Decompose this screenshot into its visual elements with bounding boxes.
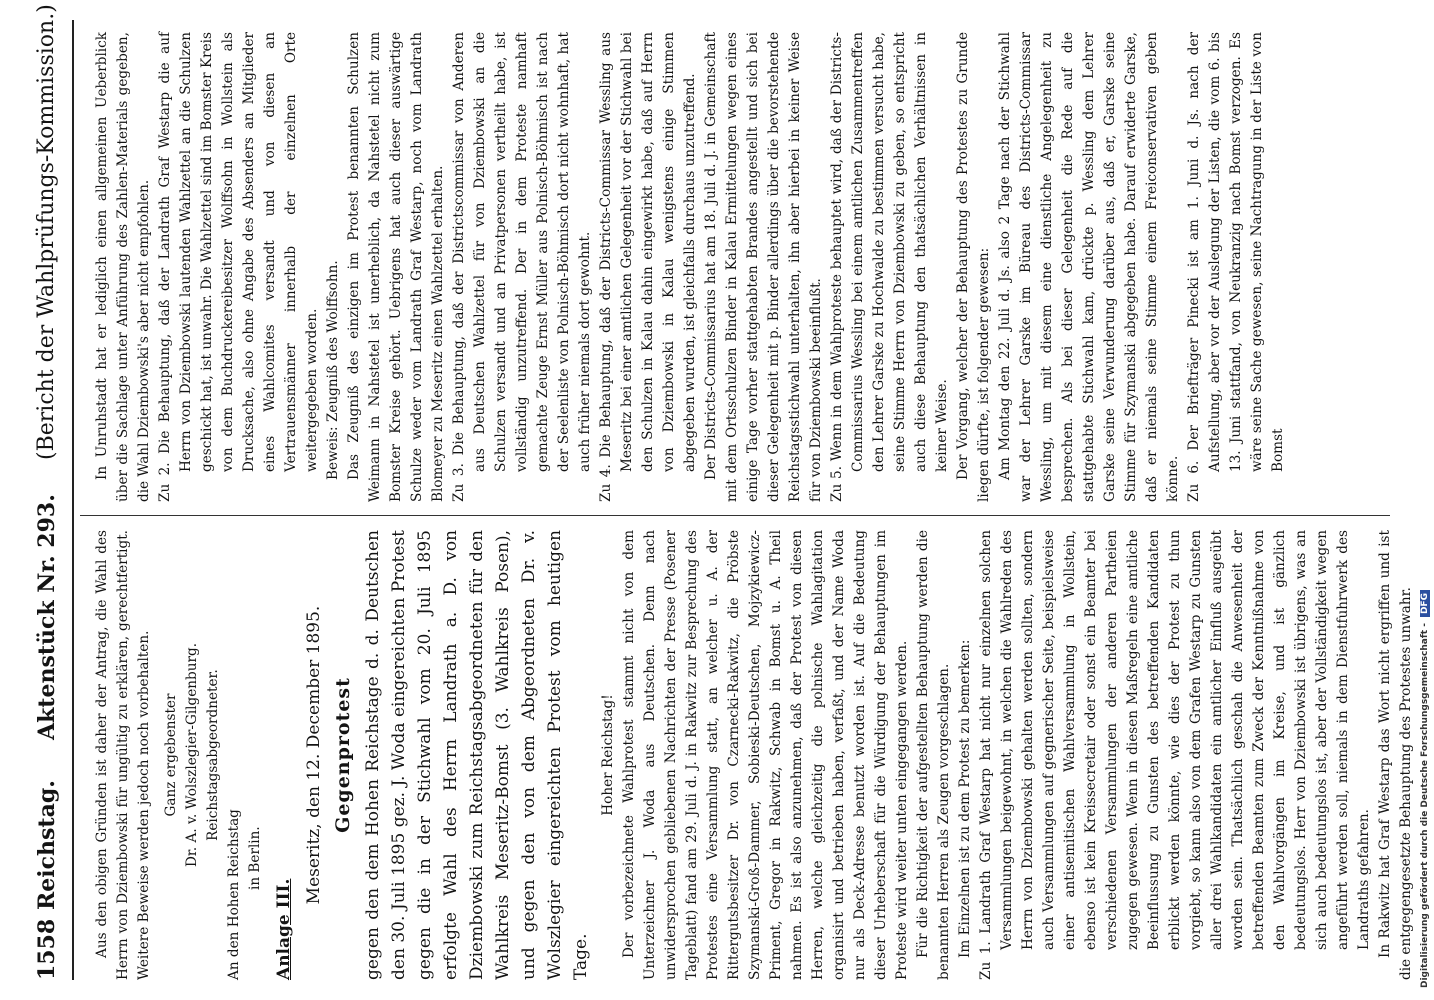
item-text: Wenn in dem Wahlproteste behauptet wird, daß der Districts-Commissarius Wessling bei einem amtlichen Zusammentreffen den Lehrer Garske zu Hochwalde zu bestimmen versucht habe, seine Stimme Herrn von Dziembowski zu geben, so entspricht auch diese Behauptung den thatsächlichen Verhältnissen in keiner Weise. — [829, 32, 950, 472]
digitization-note — [1420, 8, 1434, 988]
paragraph: Im Einzelnen ist zu dem Protest zu bemerken: — [957, 639, 973, 958]
header-bericht: (Bericht der Wahlprüfungs-Kommission.) — [34, 4, 59, 460]
section-title: Gegenprotest — [332, 677, 354, 833]
right-column — [92, 32, 1390, 502]
item-number: Zu 4. — [598, 464, 614, 502]
numbered-paragraph — [827, 32, 953, 502]
item-number: Zu 3. — [451, 463, 467, 502]
signer-role: Reichstagsabgeordneter. — [205, 669, 221, 841]
paragraph: Aus den obigen Gründen ist daher der Antrag, die Wahl des Herrn von Dziembowski für ungültig zu erklären, gerechtfertigt. Weitere Beweise werden jedoch noch vorbehalten. — [94, 530, 152, 980]
anlage-heading: Anlage III. — [274, 878, 294, 980]
intro-paragraph: gegen den dem Hohen Reichstage d. d. Deutschen den 30. Juli 1895 gez. J. Woda eingereichten Protest gegen die in der Stichwahl vom 20. Juli 1895 erfolgte Wahl des Herrn Landrath a. D. von Dziembowski zum Reichstagsabgeordneten für den Wahlkreis Meseritz-Bomst (3. Wahlkreis Posen), und gegen den von dem Abgeordneten Dr. v. Wolszlegier eingereichten Protest vom heutigen Tage. — [363, 530, 591, 980]
signer-name: Dr. A. v. Wolszlegier-Gilgenburg. — [184, 642, 200, 868]
numbered-paragraph — [449, 32, 596, 502]
paragraph: Der vorbezeichnete Wahlprotest stammt nicht von dem Unterzeichner J. Woda aus Deutschen. Denn nach unwidersprochen gebliebenen Nachrichten der Presse (Posener Tageblatt) fand am 29. Juli d. J. in Rakwitz zur Besprechung des Protestes eine Versammlung statt, an welcher u. A. der Rittergutsbesitzer Dr. von Czarnecki-Rakwitz, die Pröbste Szymanski-Groß-Dammer, Sobieski-Deutschen, Mojzykiewicz-Priment, Gregor in Rakwitz, Schwab in Bomst u. A. Theil nahmen. Es ist also anzunehmen, daß der Protest von diesen Herren, welche gleichzeitig die polnische Wahlagitation organisirt und betrieben haben, verfaßt, und der Name Woda nur als Deck-Adresse benutzt worden ist. Auf die Bedeutung dieser Urheberschaft für die Würdigung der Behauptungen im Proteste wird weiter unten eingegangen werden. — [621, 530, 910, 980]
column-divider — [80, 515, 1390, 516]
numbered-paragraph — [596, 32, 701, 502]
page-number: 1558 — [34, 918, 60, 980]
paragraph: Für die Richtigkeit der aufgestellten Behauptung werden die benannten Herren als Zeugen vorgeschlagen. — [915, 530, 952, 980]
page-header — [30, 4, 70, 980]
numbered-paragraph — [976, 530, 1375, 980]
header-rule — [72, 20, 74, 980]
header-aktenstueck: Aktenstück Nr. 293. — [34, 494, 60, 740]
paragraph: Das Zeugniß des einzigen im Protest benannten Schulzen Weimann in Nahstetel ist unerheblich, da Nahstetel nicht zum Bomster Kreise gehört. Uebrigens hat auch dieser auswärtige Schulze weder vom Landrath Graf Westarp, noch vom Landrath Blomeyer zu Meseritz einen Wahlzettel erhalten. — [346, 32, 446, 502]
item-text: Landrath Graf Westarp hat nicht nur einzelnen solchen Versammlungen beigewohnt, in welchen die Wahlreden des Herrn von Dziembowski gehalten werden sollten, sondern auch Versammlungen auf gegnerischer Seite, beispielsweise einer antisemitischen Wahlversammlung in Wollstein, ebenso ist kein Kreissecretair oder sonst ein Beamter bei verschiedenen Versammlungen der anderen Partheien zugegen gewesen. Wenn in diesen Maßregeln eine amtliche Beeinflussung zu Gunsten des betreffenden Kandidaten erblickt werden könnte, wie dies der Protest zu thun vorgiebt, so kann also von dem Grafen Westarp zu Gunsten aller drei Wahlkandidaten ein amtlicher Einfluß ausgeübt worden sein. Thatsächlich geschah die Anwesenheit der betreffenden Beamten zum Zweck der Kenntnißnahme von den Wahlvorgängen im Kreise, und ist gänzlich bedeutungslos. Herr von Dziembowski ist übrigens, was an sich auch bedeutungslos ist, aber der Vollständigkeit wegen angeführt werden soll, niemals in dem Dienstfuhrwerk des Landraths gefahren. — [978, 530, 1372, 950]
item-text: Der Briefträger Pinecki ist am 1. Juni d. Js. nach der Aufstellung, aber vor der Auslegung der Listen, die vom 6. bis 13. Juni stattfand, von Neukranzig nach Bomst verzogen. Es wäre seine Sache gewesen, seine Nachtragung in der Liste von Bomst — [1186, 31, 1286, 472]
paragraph: Der Vorgang, welcher der Behauptung des Protestes zu Grunde liegen dürfte, ist folgender gewesen: — [955, 32, 992, 502]
item-text: Die Behauptung, daß der Districtscommissar von Anderen aus Deutschen Wahlzettel für von Dziembowski an die Schulzen versandt und an Privatpersonen vertheilt habe, ist vollständig unzutreffend. Der in dem Proteste namhaft gemachte Zeuge Ernst Müller aus Polnisch-Böhmisch ist nach der Seelenliste von Polnisch-Böhmisch dort nicht wohnhaft, hat auch früher niemals dort gewohnt. — [451, 32, 593, 472]
salutation: Hoher Reichstag! — [600, 694, 616, 816]
dfg-logo: DFG — [1420, 590, 1430, 617]
place-date: Meseritz, den 12. December 1895. — [304, 605, 324, 905]
paragraph: In Rakwitz hat Graf Westarp das Wort nicht ergriffen und ist die entgegengesetzte Behauptung des Protestes unwahr. — [1377, 530, 1414, 980]
item-number: Zu 6. — [1186, 460, 1202, 502]
item-number: Zu 1. — [978, 941, 994, 980]
item-number: Zu 2. — [157, 462, 173, 502]
address-city: in Berlin. — [247, 826, 263, 890]
document-page — [30, 4, 1414, 980]
digitization-text: Digitalisierung gefördert durch die Deutsche Forschungsgemeinschaft - — [1420, 623, 1430, 988]
item-text: Die Behauptung, daß der Landrath Graf Westarp die auf Herrn von Dziembowski lautenden Wahlzettel an die Schulzen geschickt hat, ist unwahr. Die Wahlzettel sind im Bomster Kreis von dem Buchdruckereibesitzer Wolffsohn in Wollstein als Drucksache, also ohne Angabe des Absenders an Mitglieder eines Wahlcomites versandt und von diesen an Vertrauensmänner innerhalb der einzelnen Orte weitergegeben worden. — [157, 32, 320, 472]
item-number: Zu 5. — [829, 465, 845, 502]
address-line: An den Hohen Reichstag — [226, 809, 242, 980]
numbered-paragraph — [155, 32, 323, 502]
evidence-note: Beweis: Zeugniß des Wolffsohn. — [325, 260, 341, 480]
header-reichstag: Reichstag. — [34, 780, 60, 910]
left-column — [92, 530, 1414, 980]
numbered-paragraph — [1184, 32, 1289, 502]
paragraph: In Unruhstadt hat er lediglich einen allgemeinen Ueberblick über die Sachlage unter Anführung des Zahlen-Materials gegeben, die Wahl Dziembowski's aber nicht empfohlen. — [94, 32, 152, 502]
paragraph: Am Montag den 22. Juli d. Js. also 2 Tage nach der Stichwahl war der Lehrer Garske im Büreau des Districts-Commissar Wessling, um mit diesem eine dienstliche Angelegenheit zu besprechen. Als bei dieser Gelegenheit die Rede auf die stattgehabte Stichwahl kam, drückte p. Wessling dem Lehrer Garske seine Verwunderung darüber aus, daß er, Garske seine Stimme für Szymanski abgegeben habe. Darauf erwiderte Garske, daß er niemals seine Stimme einem Freiconservativen geben könne. — [997, 32, 1181, 502]
paragraph: Der Districts-Commissarius hat am 18. Juli d. J. in Gemeinschaft mit dem Ortsschulzen Binder in Kalau Ermittelungen wegen eines einige Tage vorher stattgehabten Brandes angestellt und sich bei dieser Gelegenheit mit p. Binder allerdings über die bevorstehende Reichstagsstichwahl unterhalten, ihn aber hierbei in keiner Weise für von Dziembowski beeinflußt. — [703, 32, 824, 502]
closing: Ganz ergebenster — [163, 693, 179, 817]
item-text: Die Behauptung, daß der Districts-Commissar Wessling aus Meseritz bei einer amtlichen Gelegenheit vor der Stichwahl bei den Schulzen in Kalau dahin eingewirkt habe, daß auf Herrn von Dziembowski in Kalau wenigstens einige Stimmen abgegeben wurden, ist gleichfalls durchaus unzutreffend. — [598, 32, 698, 472]
